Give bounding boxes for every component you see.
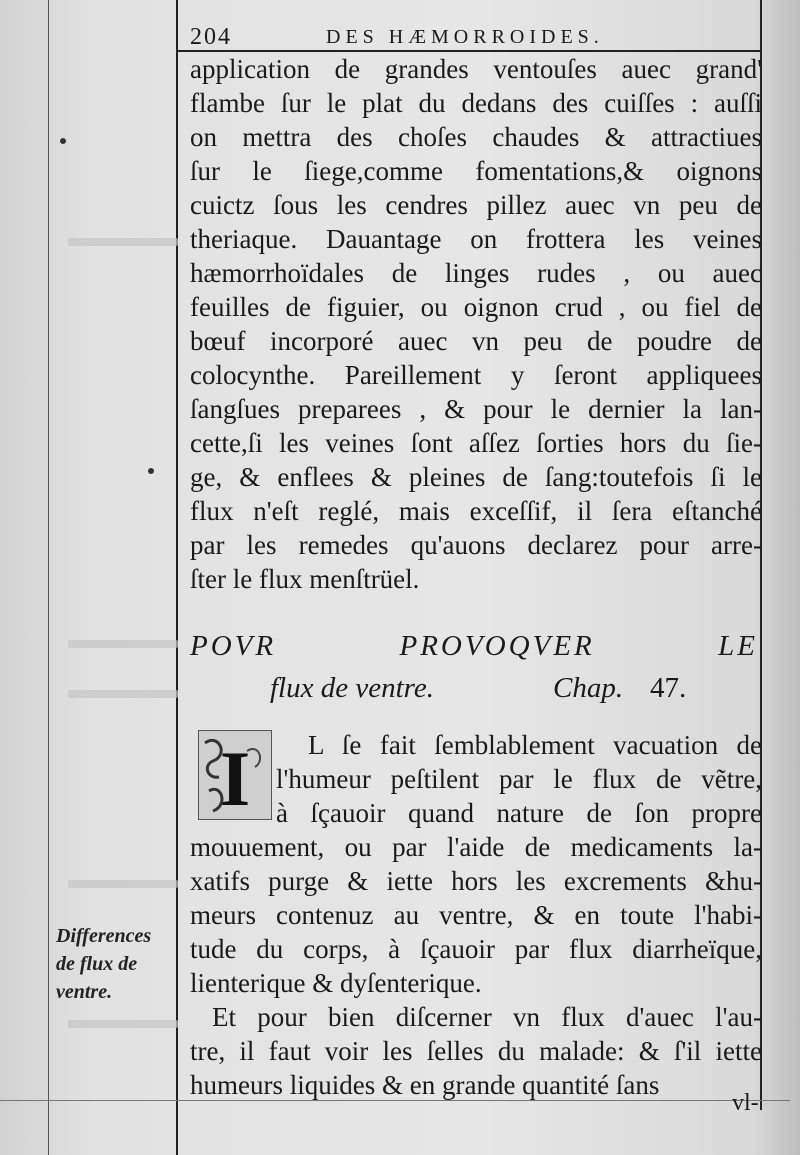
text-line: feuilles de figuier, ou oignon crud , ou fiel de [190,292,762,322]
page-number: 204 [190,24,232,50]
text-line: meurs contenuz au ventre, & en toute l'habi- [190,900,762,930]
text-line: application de grandes ventouſes auec grand' [190,54,762,84]
outer-edge-rule [48,0,49,1155]
show-through-mark [68,1020,178,1028]
text-line: ge, & enflees & pleines de ſang:toutefois ſi le [190,462,762,492]
chapter-label: Chap. [553,672,624,704]
text-line: flambe ſur le plat du dedans des cuiſſes : auſſi [190,88,762,118]
initial-glyph: I [219,735,251,819]
text-line: à ſçauoir quand nature de ſon propre [276,798,762,828]
text-line: l'humeur peſtilent par le flux de vẽtre, [276,764,762,794]
catchword: vl- [732,1090,759,1116]
chapter-subtitle: flux de ventre. [270,672,434,704]
margin-note-line: de flux de [56,953,138,975]
text-line: ſur le ſiege,comme fomentations,& oignons [190,156,762,186]
margin-note [56,922,186,1006]
text-line: par les remedes qu'auons declarez pour arre- [190,530,762,560]
text-line: hæmorrhoïdales de linges rudes , ou auec [190,258,762,288]
running-head: DES HÆMORROIDES. [326,26,604,48]
chapter-number: 47. [650,672,687,704]
text-line: xatifs purge & iette hors les excrements &hu- [190,866,762,896]
text-line: flux n'eſt reglé, mais exceſſif, il ſera eſtanché [190,496,762,526]
show-through-mark [68,640,178,648]
margin-note-line: ventre. [56,981,113,1003]
text-line: lienterique & dyſenterique. [190,968,482,998]
body-text-block-2 [190,728,762,1102]
text-line: humeurs liquides & en grande quantité ſans [190,1070,660,1100]
text-line: tude du corps, à ſçauoir par flux diarrheïque, [190,934,762,964]
chapter-title: POVR PROVOQVER LE [190,630,758,662]
text-line: on mettra des choſes chaudes & attractiues [190,122,762,152]
text-line: ſangſues preparees , & pour le dernier la lan- [190,394,762,424]
text-line: colocynthe. Pareillement y ſeront appliquees [190,360,762,390]
show-through-mark [68,238,178,246]
text-line: cuictz ſous les cendres pillez auec vn peu de [190,190,762,220]
text-line: tre, il faut voir les ſelles du malade: & ſ'il iette [190,1036,762,1066]
text-line: L ſe fait ſemblablement vacuation de [308,730,762,760]
text-line: Et pour bien diſcerner vn flux d'auec l'au- [212,1002,762,1032]
show-through-mark [68,880,178,888]
show-through-mark [68,690,178,698]
margin-dot [60,138,66,144]
text-line: mouuement, ou par l'aide de medicaments la- [190,832,762,862]
body-text-block-1 [190,52,762,596]
text-line: cette,ſi les veines ſont aſſez ſorties hors du ſie- [190,428,762,458]
text-line: theriaque. Dauantage on frottera les veines [190,224,762,254]
margin-dot [148,468,154,474]
text-line: ſter le flux menſtrüel. [190,564,420,594]
text-line: bœuf incorporé auec vn peu de poudre de [190,326,762,356]
margin-note-line: Differences [56,925,152,947]
